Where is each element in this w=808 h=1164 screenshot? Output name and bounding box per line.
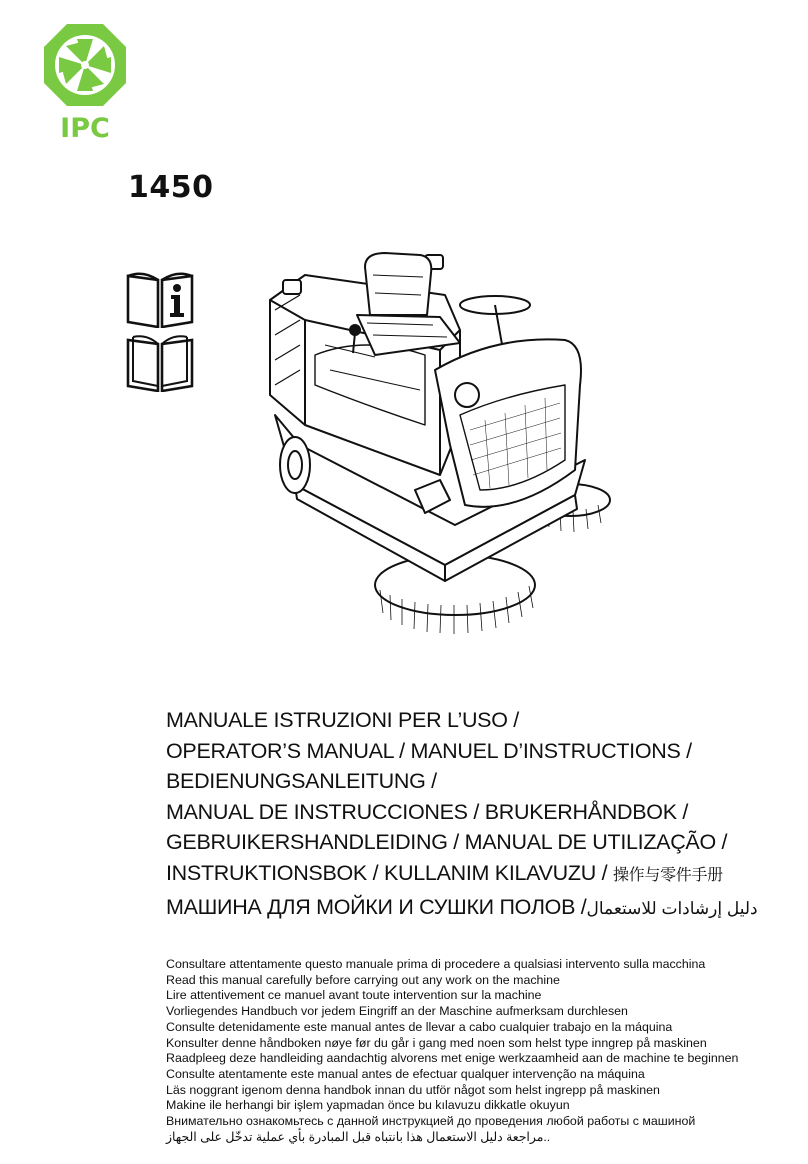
notice-line: Konsulter denne håndboken nøye før du går i gang med noen som helst type inngrep på maskinen bbox=[166, 1035, 707, 1050]
sweeper-machine-illustration bbox=[255, 245, 615, 640]
title-line: BEDIENUNGSANLEITUNG / bbox=[166, 769, 437, 794]
notice-line: Read this manual carefully before carrying out any work on the machine bbox=[166, 972, 560, 987]
open-book-icon bbox=[125, 334, 195, 392]
notice-line: Внимательно ознакомьтесь с данной инструкцией до проведения любой работы с машиной bbox=[166, 1114, 696, 1129]
title-line: MANUAL DE INSTRUCCIONES / BRUKERHÅNDBOK / bbox=[166, 799, 689, 824]
notice-line: Läs noggrant igenom denna handbok innan du utför något som helst ingrepp på maskinen bbox=[166, 1082, 660, 1097]
notice-line: Lire attentivement ce manuel avant toute intervention sur la machine bbox=[166, 988, 542, 1003]
brand-name: IPC bbox=[60, 113, 110, 142]
title-line: OPERATOR’S MANUAL / MANUEL D’INSTRUCTIONS / bbox=[166, 738, 692, 763]
notice-line: Consulte atentamente este manual antes de efectuar qualquer intervenção na máquina bbox=[166, 1066, 645, 1081]
manual-info-icon bbox=[125, 270, 195, 328]
title-line: GEBRUIKERSHANDLEIDING / MANUAL DE UTILIZAÇÃO / bbox=[166, 830, 728, 855]
reading-notice-list bbox=[166, 957, 796, 1145]
notice-line: Makine ile herhangi bir işlem yapmadan önce bu kılavuzu dikkatle okuyun bbox=[166, 1098, 570, 1113]
notice-line: Consultare attentamente questo manuale prima di procedere a qualsiasi intervento sulla macchina bbox=[166, 957, 706, 971]
notice-line: Consulte detenidamente este manual antes de llevar a cabo cualquier trabajo en la máquina bbox=[166, 1019, 673, 1034]
model-number: 1450 bbox=[128, 170, 214, 205]
title-line: MANUALE ISTRUZIONI PER L’USO / bbox=[166, 708, 519, 732]
ipc-logo bbox=[40, 20, 130, 142]
notice-line: ..مراجعة دليل الاستعمال هذا بانتباه قبل المبادرة بأي عملية تدخّل على الجهاز bbox=[166, 1129, 551, 1144]
title-line: МАШИНА ДЛЯ МОЙКИ И СУШКИ ПОЛОВ /دليل إرشادات للاستعمال bbox=[166, 894, 758, 919]
manual-titles bbox=[166, 705, 786, 924]
title-line: INSTRUKTIONSBOK / KULLANIM KILAVUZU / 操作与零件手册 bbox=[166, 860, 723, 885]
notice-line: Raadpleeg deze handleiding aandachtig alvorens met enige werkzaamheid aan de machine te beginnen bbox=[166, 1051, 739, 1066]
notice-line: Vorliegendes Handbuch vor jedem Eingriff an der Maschine aufmerksam durchlesen bbox=[166, 1004, 628, 1019]
